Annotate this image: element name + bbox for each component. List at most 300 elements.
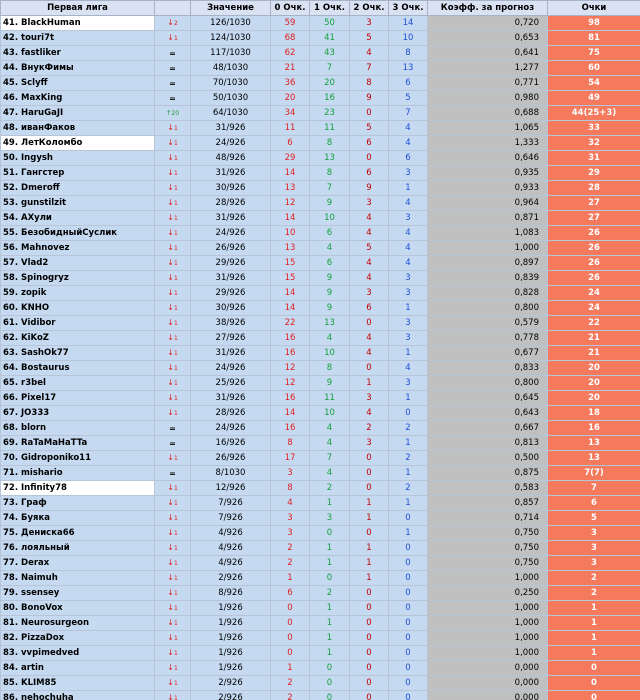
- two-points-cell[interactable]: 4: [350, 406, 389, 421]
- value-cell[interactable]: 30/926: [191, 301, 271, 316]
- points-cell[interactable]: 33: [548, 121, 640, 136]
- zero-points-cell[interactable]: 10: [271, 226, 310, 241]
- points-cell[interactable]: 75: [548, 46, 640, 61]
- coefficient-cell[interactable]: 1,083: [428, 226, 548, 241]
- coefficient-cell[interactable]: 0,964: [428, 196, 548, 211]
- trend-cell[interactable]: [155, 541, 191, 556]
- one-point-cell[interactable]: 7: [310, 181, 350, 196]
- value-cell[interactable]: 28/926: [191, 406, 271, 421]
- one-point-cell[interactable]: 1: [310, 646, 350, 661]
- points-cell[interactable]: 26: [548, 226, 640, 241]
- trend-cell[interactable]: [155, 616, 191, 631]
- three-points-cell[interactable]: 6: [389, 151, 428, 166]
- zero-points-cell[interactable]: 0: [271, 616, 310, 631]
- coefficient-cell[interactable]: 0,250: [428, 586, 548, 601]
- two-points-cell[interactable]: 9: [350, 181, 389, 196]
- zero-points-cell[interactable]: 1: [271, 571, 310, 586]
- points-cell[interactable]: 1: [548, 616, 640, 631]
- value-cell[interactable]: 48/926: [191, 151, 271, 166]
- points-cell[interactable]: 3: [548, 526, 640, 541]
- three-points-cell[interactable]: 1: [389, 436, 428, 451]
- value-cell[interactable]: 8/1030: [191, 466, 271, 481]
- three-points-cell[interactable]: 0: [389, 676, 428, 691]
- three-points-cell[interactable]: 3: [389, 316, 428, 331]
- trend-cell[interactable]: [155, 226, 191, 241]
- two-points-cell[interactable]: 5: [350, 121, 389, 136]
- one-point-cell[interactable]: 4: [310, 436, 350, 451]
- zero-points-cell[interactable]: 3: [271, 526, 310, 541]
- zero-points-cell[interactable]: 6: [271, 586, 310, 601]
- coefficient-cell[interactable]: 1,000: [428, 616, 548, 631]
- two-points-cell[interactable]: 0: [350, 586, 389, 601]
- player-name-cell[interactable]: 61. Vidibor: [1, 316, 155, 331]
- coefficient-cell[interactable]: 0,000: [428, 676, 548, 691]
- zero-points-cell[interactable]: 16: [271, 346, 310, 361]
- one-point-cell[interactable]: 43: [310, 46, 350, 61]
- coefficient-cell[interactable]: 0,935: [428, 166, 548, 181]
- three-points-cell[interactable]: 4: [389, 226, 428, 241]
- header-three-points[interactable]: 3 Очк.: [389, 1, 428, 16]
- one-point-cell[interactable]: 10: [310, 211, 350, 226]
- two-points-cell[interactable]: 0: [350, 106, 389, 121]
- trend-cell[interactable]: [155, 31, 191, 46]
- three-points-cell[interactable]: 7: [389, 106, 428, 121]
- value-cell[interactable]: 25/926: [191, 376, 271, 391]
- player-name-cell[interactable]: 43. fastliker: [1, 46, 155, 61]
- two-points-cell[interactable]: 1: [350, 496, 389, 511]
- points-cell[interactable]: 31: [548, 151, 640, 166]
- trend-cell[interactable]: [155, 661, 191, 676]
- one-point-cell[interactable]: 9: [310, 301, 350, 316]
- player-name-cell[interactable]: 51. Гангстер: [1, 166, 155, 181]
- player-name-cell[interactable]: 76. лояльный: [1, 541, 155, 556]
- coefficient-cell[interactable]: 1,277: [428, 61, 548, 76]
- coefficient-cell[interactable]: 0,750: [428, 541, 548, 556]
- points-cell[interactable]: 0: [548, 661, 640, 676]
- two-points-cell[interactable]: 3: [350, 286, 389, 301]
- zero-points-cell[interactable]: 11: [271, 121, 310, 136]
- player-name-cell[interactable]: 64. Bostaurus: [1, 361, 155, 376]
- player-name-cell[interactable]: 48. иванФаков: [1, 121, 155, 136]
- trend-cell[interactable]: [155, 91, 191, 106]
- player-name-cell[interactable]: 84. artin: [1, 661, 155, 676]
- points-cell[interactable]: 81: [548, 31, 640, 46]
- player-name-cell[interactable]: 49. ЛетКоломбо: [1, 136, 155, 151]
- zero-points-cell[interactable]: 0: [271, 601, 310, 616]
- value-cell[interactable]: 28/926: [191, 196, 271, 211]
- two-points-cell[interactable]: 0: [350, 691, 389, 700]
- zero-points-cell[interactable]: 22: [271, 316, 310, 331]
- value-cell[interactable]: 26/926: [191, 241, 271, 256]
- player-name-cell[interactable]: 65. r3bel: [1, 376, 155, 391]
- zero-points-cell[interactable]: 2: [271, 691, 310, 700]
- trend-cell[interactable]: [155, 136, 191, 151]
- value-cell[interactable]: 8/926: [191, 586, 271, 601]
- points-cell[interactable]: 3: [548, 556, 640, 571]
- player-name-cell[interactable]: 46. MaxKing: [1, 91, 155, 106]
- header-league[interactable]: Первая лига: [1, 1, 155, 16]
- player-name-cell[interactable]: 50. Ingysh: [1, 151, 155, 166]
- player-name-cell[interactable]: 83. vvpimedved: [1, 646, 155, 661]
- trend-cell[interactable]: [155, 436, 191, 451]
- coefficient-cell[interactable]: 0,667: [428, 421, 548, 436]
- trend-cell[interactable]: [155, 376, 191, 391]
- one-point-cell[interactable]: 0: [310, 526, 350, 541]
- points-cell[interactable]: 24: [548, 301, 640, 316]
- three-points-cell[interactable]: 3: [389, 331, 428, 346]
- two-points-cell[interactable]: 7: [350, 61, 389, 76]
- value-cell[interactable]: 124/1030: [191, 31, 271, 46]
- value-cell[interactable]: 2/926: [191, 691, 271, 700]
- trend-cell[interactable]: [155, 451, 191, 466]
- two-points-cell[interactable]: 3: [350, 196, 389, 211]
- value-cell[interactable]: 31/926: [191, 391, 271, 406]
- value-cell[interactable]: 24/926: [191, 421, 271, 436]
- trend-cell[interactable]: [155, 421, 191, 436]
- player-name-cell[interactable]: 77. Derax: [1, 556, 155, 571]
- value-cell[interactable]: 31/926: [191, 211, 271, 226]
- trend-cell[interactable]: [155, 346, 191, 361]
- zero-points-cell[interactable]: 14: [271, 166, 310, 181]
- one-point-cell[interactable]: 6: [310, 226, 350, 241]
- three-points-cell[interactable]: 0: [389, 406, 428, 421]
- one-point-cell[interactable]: 9: [310, 271, 350, 286]
- one-point-cell[interactable]: 1: [310, 556, 350, 571]
- coefficient-cell[interactable]: 0,579: [428, 316, 548, 331]
- player-name-cell[interactable]: 70. Gidroponiko11: [1, 451, 155, 466]
- coefficient-cell[interactable]: 0,714: [428, 511, 548, 526]
- two-points-cell[interactable]: 6: [350, 301, 389, 316]
- one-point-cell[interactable]: 4: [310, 331, 350, 346]
- two-points-cell[interactable]: 0: [350, 466, 389, 481]
- zero-points-cell[interactable]: 12: [271, 361, 310, 376]
- three-points-cell[interactable]: 6: [389, 76, 428, 91]
- two-points-cell[interactable]: 1: [350, 541, 389, 556]
- two-points-cell[interactable]: 0: [350, 661, 389, 676]
- points-cell[interactable]: 13: [548, 451, 640, 466]
- one-point-cell[interactable]: 1: [310, 616, 350, 631]
- one-point-cell[interactable]: 0: [310, 691, 350, 700]
- three-points-cell[interactable]: 4: [389, 121, 428, 136]
- two-points-cell[interactable]: 1: [350, 511, 389, 526]
- value-cell[interactable]: 16/926: [191, 436, 271, 451]
- points-cell[interactable]: 3: [548, 541, 640, 556]
- coefficient-cell[interactable]: 0,800: [428, 376, 548, 391]
- value-cell[interactable]: 31/926: [191, 346, 271, 361]
- three-points-cell[interactable]: 1: [389, 466, 428, 481]
- three-points-cell[interactable]: 10: [389, 31, 428, 46]
- points-cell[interactable]: 27: [548, 211, 640, 226]
- zero-points-cell[interactable]: 0: [271, 631, 310, 646]
- one-point-cell[interactable]: 50: [310, 16, 350, 31]
- header-value[interactable]: Значение: [191, 1, 271, 16]
- coefficient-cell[interactable]: 0,839: [428, 271, 548, 286]
- player-name-cell[interactable]: 57. Vlad2: [1, 256, 155, 271]
- points-cell[interactable]: 20: [548, 376, 640, 391]
- zero-points-cell[interactable]: 12: [271, 196, 310, 211]
- trend-cell[interactable]: [155, 631, 191, 646]
- two-points-cell[interactable]: 4: [350, 226, 389, 241]
- zero-points-cell[interactable]: 3: [271, 511, 310, 526]
- zero-points-cell[interactable]: 8: [271, 481, 310, 496]
- three-points-cell[interactable]: 1: [389, 526, 428, 541]
- coefficient-cell[interactable]: 1,000: [428, 241, 548, 256]
- three-points-cell[interactable]: 3: [389, 286, 428, 301]
- zero-points-cell[interactable]: 34: [271, 106, 310, 121]
- player-name-cell[interactable]: 54. АХули: [1, 211, 155, 226]
- trend-cell[interactable]: [155, 196, 191, 211]
- coefficient-cell[interactable]: 0,583: [428, 481, 548, 496]
- trend-cell[interactable]: [155, 586, 191, 601]
- zero-points-cell[interactable]: 36: [271, 76, 310, 91]
- value-cell[interactable]: 1/926: [191, 646, 271, 661]
- value-cell[interactable]: 24/926: [191, 136, 271, 151]
- player-name-cell[interactable]: 81. Neurosurgeon: [1, 616, 155, 631]
- zero-points-cell[interactable]: 4: [271, 496, 310, 511]
- trend-cell[interactable]: [155, 316, 191, 331]
- three-points-cell[interactable]: 0: [389, 646, 428, 661]
- value-cell[interactable]: 4/926: [191, 541, 271, 556]
- player-name-cell[interactable]: 42. touri7t: [1, 31, 155, 46]
- coefficient-cell[interactable]: 0,646: [428, 151, 548, 166]
- trend-cell[interactable]: [155, 466, 191, 481]
- points-cell[interactable]: 0: [548, 676, 640, 691]
- value-cell[interactable]: 12/926: [191, 481, 271, 496]
- points-cell[interactable]: 7(7): [548, 466, 640, 481]
- two-points-cell[interactable]: 3: [350, 16, 389, 31]
- value-cell[interactable]: 1/926: [191, 616, 271, 631]
- coefficient-cell[interactable]: 1,000: [428, 601, 548, 616]
- two-points-cell[interactable]: 3: [350, 436, 389, 451]
- three-points-cell[interactable]: 1: [389, 181, 428, 196]
- points-cell[interactable]: 22: [548, 316, 640, 331]
- player-name-cell[interactable]: 44. ВнукФимы: [1, 61, 155, 76]
- three-points-cell[interactable]: 2: [389, 451, 428, 466]
- points-cell[interactable]: 0: [548, 691, 640, 700]
- trend-cell[interactable]: [155, 511, 191, 526]
- player-name-cell[interactable]: 56. Mahnovez: [1, 241, 155, 256]
- zero-points-cell[interactable]: 29: [271, 151, 310, 166]
- zero-points-cell[interactable]: 14: [271, 286, 310, 301]
- player-name-cell[interactable]: 74. Буяка: [1, 511, 155, 526]
- points-cell[interactable]: 1: [548, 601, 640, 616]
- three-points-cell[interactable]: 4: [389, 361, 428, 376]
- zero-points-cell[interactable]: 17: [271, 451, 310, 466]
- points-cell[interactable]: 60: [548, 61, 640, 76]
- points-cell[interactable]: 21: [548, 346, 640, 361]
- three-points-cell[interactable]: 0: [389, 631, 428, 646]
- zero-points-cell[interactable]: 13: [271, 241, 310, 256]
- one-point-cell[interactable]: 13: [310, 151, 350, 166]
- points-cell[interactable]: 26: [548, 256, 640, 271]
- coefficient-cell[interactable]: 0,833: [428, 361, 548, 376]
- zero-points-cell[interactable]: 13: [271, 181, 310, 196]
- one-point-cell[interactable]: 11: [310, 391, 350, 406]
- trend-cell[interactable]: [155, 331, 191, 346]
- trend-cell[interactable]: [155, 241, 191, 256]
- zero-points-cell[interactable]: 20: [271, 91, 310, 106]
- player-name-cell[interactable]: 82. PizzaDox: [1, 631, 155, 646]
- coefficient-cell[interactable]: 0,653: [428, 31, 548, 46]
- value-cell[interactable]: 1/926: [191, 661, 271, 676]
- one-point-cell[interactable]: 9: [310, 196, 350, 211]
- two-points-cell[interactable]: 6: [350, 166, 389, 181]
- three-points-cell[interactable]: 1: [389, 391, 428, 406]
- three-points-cell[interactable]: 4: [389, 136, 428, 151]
- trend-cell[interactable]: [155, 181, 191, 196]
- one-point-cell[interactable]: 1: [310, 601, 350, 616]
- one-point-cell[interactable]: 10: [310, 346, 350, 361]
- two-points-cell[interactable]: 0: [350, 151, 389, 166]
- three-points-cell[interactable]: 5: [389, 91, 428, 106]
- player-name-cell[interactable]: 80. BonoVox: [1, 601, 155, 616]
- coefficient-cell[interactable]: 0,813: [428, 436, 548, 451]
- player-name-cell[interactable]: 58. Spinogryz: [1, 271, 155, 286]
- trend-cell[interactable]: [155, 601, 191, 616]
- one-point-cell[interactable]: 13: [310, 316, 350, 331]
- player-name-cell[interactable]: 55. БезобидныйСуслик: [1, 226, 155, 241]
- three-points-cell[interactable]: 3: [389, 211, 428, 226]
- player-name-cell[interactable]: 66. Pixel17: [1, 391, 155, 406]
- trend-cell[interactable]: [155, 16, 191, 31]
- two-points-cell[interactable]: 4: [350, 46, 389, 61]
- value-cell[interactable]: 29/926: [191, 286, 271, 301]
- zero-points-cell[interactable]: 16: [271, 331, 310, 346]
- one-point-cell[interactable]: 41: [310, 31, 350, 46]
- one-point-cell[interactable]: 8: [310, 166, 350, 181]
- value-cell[interactable]: 2/926: [191, 676, 271, 691]
- player-name-cell[interactable]: 67. JO333: [1, 406, 155, 421]
- one-point-cell[interactable]: 7: [310, 61, 350, 76]
- two-points-cell[interactable]: 6: [350, 136, 389, 151]
- two-points-cell[interactable]: 0: [350, 631, 389, 646]
- trend-cell[interactable]: [155, 121, 191, 136]
- player-name-cell[interactable]: 60. KNHO: [1, 301, 155, 316]
- two-points-cell[interactable]: 4: [350, 346, 389, 361]
- coefficient-cell[interactable]: 0,750: [428, 526, 548, 541]
- points-cell[interactable]: 1: [548, 631, 640, 646]
- points-cell[interactable]: 26: [548, 271, 640, 286]
- three-points-cell[interactable]: 1: [389, 346, 428, 361]
- two-points-cell[interactable]: 1: [350, 376, 389, 391]
- player-name-cell[interactable]: 73. Граф: [1, 496, 155, 511]
- one-point-cell[interactable]: 2: [310, 481, 350, 496]
- value-cell[interactable]: 70/1030: [191, 76, 271, 91]
- two-points-cell[interactable]: 8: [350, 76, 389, 91]
- points-cell[interactable]: 1: [548, 646, 640, 661]
- one-point-cell[interactable]: 20: [310, 76, 350, 91]
- zero-points-cell[interactable]: 2: [271, 541, 310, 556]
- two-points-cell[interactable]: 0: [350, 676, 389, 691]
- zero-points-cell[interactable]: 12: [271, 376, 310, 391]
- points-cell[interactable]: 20: [548, 391, 640, 406]
- one-point-cell[interactable]: 8: [310, 361, 350, 376]
- player-name-cell[interactable]: 52. Dmeroff: [1, 181, 155, 196]
- trend-cell[interactable]: [155, 286, 191, 301]
- three-points-cell[interactable]: 0: [389, 541, 428, 556]
- trend-cell[interactable]: [155, 556, 191, 571]
- trend-cell[interactable]: [155, 646, 191, 661]
- points-cell[interactable]: 26: [548, 241, 640, 256]
- player-name-cell[interactable]: 59. zopik: [1, 286, 155, 301]
- coefficient-cell[interactable]: 0,933: [428, 181, 548, 196]
- value-cell[interactable]: 30/926: [191, 181, 271, 196]
- zero-points-cell[interactable]: 1: [271, 661, 310, 676]
- one-point-cell[interactable]: 0: [310, 661, 350, 676]
- value-cell[interactable]: 2/926: [191, 571, 271, 586]
- value-cell[interactable]: 64/1030: [191, 106, 271, 121]
- two-points-cell[interactable]: 9: [350, 91, 389, 106]
- coefficient-cell[interactable]: 0,641: [428, 46, 548, 61]
- zero-points-cell[interactable]: 68: [271, 31, 310, 46]
- three-points-cell[interactable]: 0: [389, 586, 428, 601]
- coefficient-cell[interactable]: 0,871: [428, 211, 548, 226]
- coefficient-cell[interactable]: 0,688: [428, 106, 548, 121]
- three-points-cell[interactable]: 2: [389, 481, 428, 496]
- two-points-cell[interactable]: 0: [350, 316, 389, 331]
- value-cell[interactable]: 1/926: [191, 601, 271, 616]
- player-name-cell[interactable]: 62. KiKoZ: [1, 331, 155, 346]
- two-points-cell[interactable]: 2: [350, 421, 389, 436]
- header-one-point[interactable]: 1 Очк.: [310, 1, 350, 16]
- one-point-cell[interactable]: 16: [310, 91, 350, 106]
- player-name-cell[interactable]: 68. blorn: [1, 421, 155, 436]
- one-point-cell[interactable]: 1: [310, 541, 350, 556]
- points-cell[interactable]: 32: [548, 136, 640, 151]
- two-points-cell[interactable]: 3: [350, 391, 389, 406]
- trend-cell[interactable]: [155, 271, 191, 286]
- value-cell[interactable]: 31/926: [191, 121, 271, 136]
- three-points-cell[interactable]: 14: [389, 16, 428, 31]
- header-points[interactable]: Очки: [548, 1, 640, 16]
- value-cell[interactable]: 50/1030: [191, 91, 271, 106]
- trend-cell[interactable]: [155, 106, 191, 121]
- coefficient-cell[interactable]: 1,065: [428, 121, 548, 136]
- value-cell[interactable]: 24/926: [191, 226, 271, 241]
- trend-cell[interactable]: [155, 256, 191, 271]
- one-point-cell[interactable]: 10: [310, 406, 350, 421]
- value-cell[interactable]: 31/926: [191, 166, 271, 181]
- points-cell[interactable]: 5: [548, 511, 640, 526]
- three-points-cell[interactable]: 3: [389, 271, 428, 286]
- zero-points-cell[interactable]: 14: [271, 211, 310, 226]
- coefficient-cell[interactable]: 0,857: [428, 496, 548, 511]
- points-cell[interactable]: 29: [548, 166, 640, 181]
- coefficient-cell[interactable]: 0,677: [428, 346, 548, 361]
- one-point-cell[interactable]: 3: [310, 511, 350, 526]
- points-cell[interactable]: 27: [548, 196, 640, 211]
- trend-cell[interactable]: [155, 301, 191, 316]
- points-cell[interactable]: 16: [548, 421, 640, 436]
- points-cell[interactable]: 13: [548, 436, 640, 451]
- two-points-cell[interactable]: 0: [350, 526, 389, 541]
- value-cell[interactable]: 27/926: [191, 331, 271, 346]
- two-points-cell[interactable]: 1: [350, 556, 389, 571]
- header-two-points[interactable]: 2 Очк.: [350, 1, 389, 16]
- header-coefficient[interactable]: Коэфф. за прогноз: [428, 1, 548, 16]
- player-name-cell[interactable]: 78. Naimuh: [1, 571, 155, 586]
- coefficient-cell[interactable]: 0,000: [428, 661, 548, 676]
- one-point-cell[interactable]: 9: [310, 376, 350, 391]
- three-points-cell[interactable]: 0: [389, 691, 428, 700]
- points-cell[interactable]: 44(25+3): [548, 106, 640, 121]
- trend-cell[interactable]: [155, 481, 191, 496]
- value-cell[interactable]: 7/926: [191, 496, 271, 511]
- value-cell[interactable]: 4/926: [191, 526, 271, 541]
- two-points-cell[interactable]: 0: [350, 451, 389, 466]
- three-points-cell[interactable]: 4: [389, 256, 428, 271]
- coefficient-cell[interactable]: 0,500: [428, 451, 548, 466]
